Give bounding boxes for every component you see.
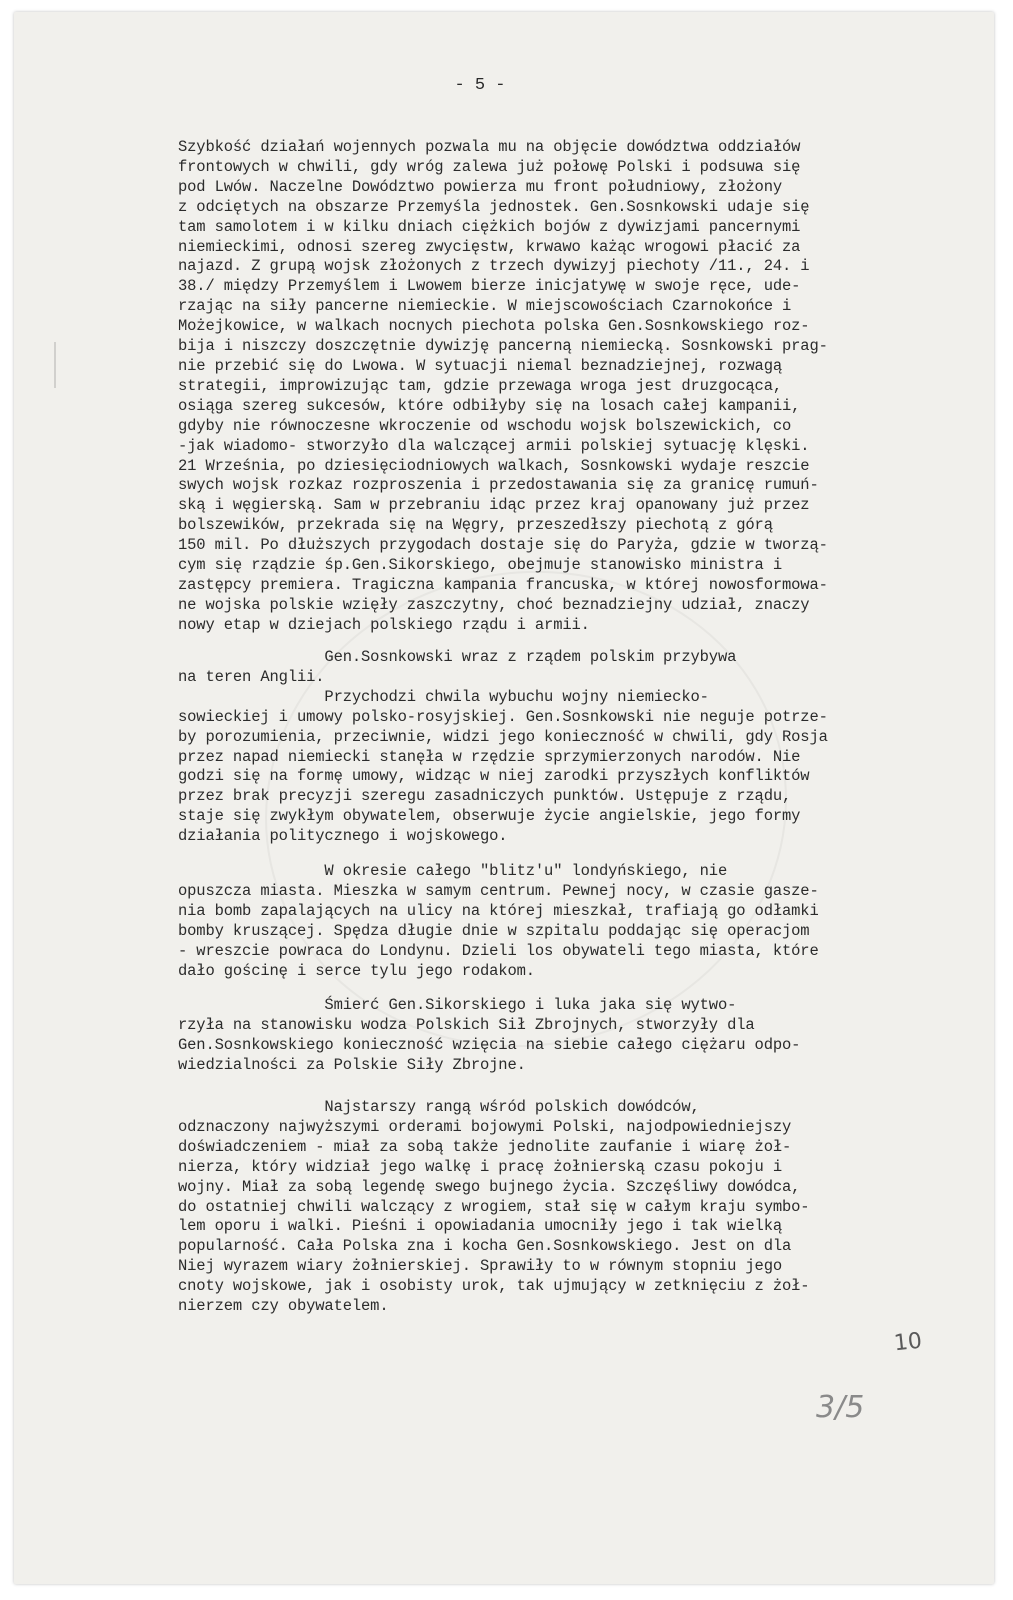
paragraph-5: Najstarszy rangą wśród polskich dowódców, odznaczony najwyższymi orderami bojowymi Polski, najodpowiedniejszy doświadczeniem - miał za sobą także jednolite zaufanie i wiarę żoł- nierza, który widział jego walkę i pracę żołnierską czasu pokoju i wojny. Miał za sobą legendę swego bujnego życia. Szczęśliwy dowódca, do ostatniej chwili walczący z wrogiem, stał się w całym kraju symbo- lem oporu i walki. Pieśni i opowiadania umocniły jego i tak wielką popularność. Cała Polska zna i kocha Gen.Sosnkowskiego. Jest on dla Niej wyrazem wiary żołnierskiej. Sprawiły to w równym stopniu jego cnoty wojskowe, jak i osobisty urok, tak ujmujący w zetknięciu z żoł- nierzem czy obywatelem.	[178, 1098, 810, 1316]
paragraph-3: W okresie całego "blitz'u" londyńskiego, nie opuszcza miasta. Mieszka w samym centrum. Pewnej nocy, w czasie gasze- nia bomb zapalających na ulicy na której mieszkał, trafiają go odłamki bomby kruszącej. Spędza długie dnie w szpitalu poddając się operacjom - wreszcie powraca do Londynu. Dzieli los obywateli tego miasta, które dało gościnę i serce tylu jego rodakom.	[178, 862, 819, 980]
handwritten-folio-number: 10	[892, 1328, 924, 1357]
paragraph-2: Gen.Sosnkowski wraz z rządem polskim przybywa na teren Anglii. Przychodzi chwila wybuchu wojny niemiecko- sowieckiej i umowy polsko-rosyjskiej. Gen.Sosnkowski nie neguje potrze- by porozumienia, przeciwnie, widzi jego konieczność w chwili, gdy Rosja przez napad niemiecki stanęła w rzędzie sprzymierzonych narodów. Nie godzi się na formę umowy, widząc w niej zarodki przyszłych konfliktów przez brak precyzji szeregu zasadniczych punktów. Ustępuje z rządu, staje się zwykłym obywatelem, obserwuje życie angielskie, jego formy działania politycznego i wojskowego.	[178, 648, 828, 846]
page-number: - 5 -	[454, 76, 506, 95]
paragraph-1: Szybkość działań wojennych pozwala mu na objęcie dowództwa oddziałów frontowych w chwili, gdy wróg zalewa już połowę Polski i podsuwa się pod Lwów. Naczelne Dowództwo powierza mu front południowy, złożony z odciętych na obszarze Przemyśla jednostek. Gen.Sosnkowski udaje się tam samolotem i w kilku dniach ciężkich bojów z dywizjami pancernymi niemieckimi, odnosi szereg zwycięstw, krwawo każąc wrogowi płacić za najazd. Z grupą wojsk złożonych z trzech dywizyj piechoty /11., 24. i 38./ między Przemyślem i Lwowem bierze inicjatywę w swoje ręce, ude- rzając na siły pancerne niemieckie. W miejscowościach Czarnokońce i Możejkowice, w walkach nocnych piechota polska Gen.Sosnkowskiego roz- bija i niszczy doszczętnie dywizję pancerną niemiecką. Sosnkowski prag- nie przebić się do Lwowa. W sytuacji niemal beznadziejnej, rozwagą strategii, improwizując tam, gdzie przewaga wroga jest druzgocąca, osiąga szereg sukcesów, które odbiłyby się na losach całej kampanii, gdyby nie równoczesne wkroczenie od wschodu wojsk bolszewickich, co -jak wiadomo- stworzyło dla walczącej armii polskiej sytuację klęski. 21 Września, po dziesięciodniowych walkach, Sosnkowski wydaje reszcie swych wojsk rozkaz rozproszenia i przedostawania się za granicę rumuń- ską i węgierską. Sam w przebraniu idąc przez kraj opanowany już przez bolszewików, przekrada się na Węgry, przeszedłszy piechotą z górą 150 mil. Po dłuższych przygodach dostaje się do Paryża, gdzie w tworzą- cym się rządzie śp.Gen.Sikorskiego, obejmuje stanowisko ministra i zastępcy premiera. Tragiczna kampania francuska, w której nowosformowa- ne wojska polskie wzięły zaszczytny, choć beznadziejny udział, znaczy nowy etap w dziejach polskiego rządu i armii.	[178, 138, 828, 634]
paragraph-4: Śmierć Gen.Sikorskiego i luka jaka się wytwo- rzyła na stanowisku wodza Polskich Sił Zbrojnych, stworzyły dla Gen.Sosnkowskiego konieczność wzięcia na siebie całego ciężaru odpo- wiedzialności za Polskie Siły Zbrojne.	[178, 996, 801, 1074]
margin-punch-mark	[54, 342, 56, 388]
handwritten-pencil-note: 3/5	[816, 1390, 865, 1425]
